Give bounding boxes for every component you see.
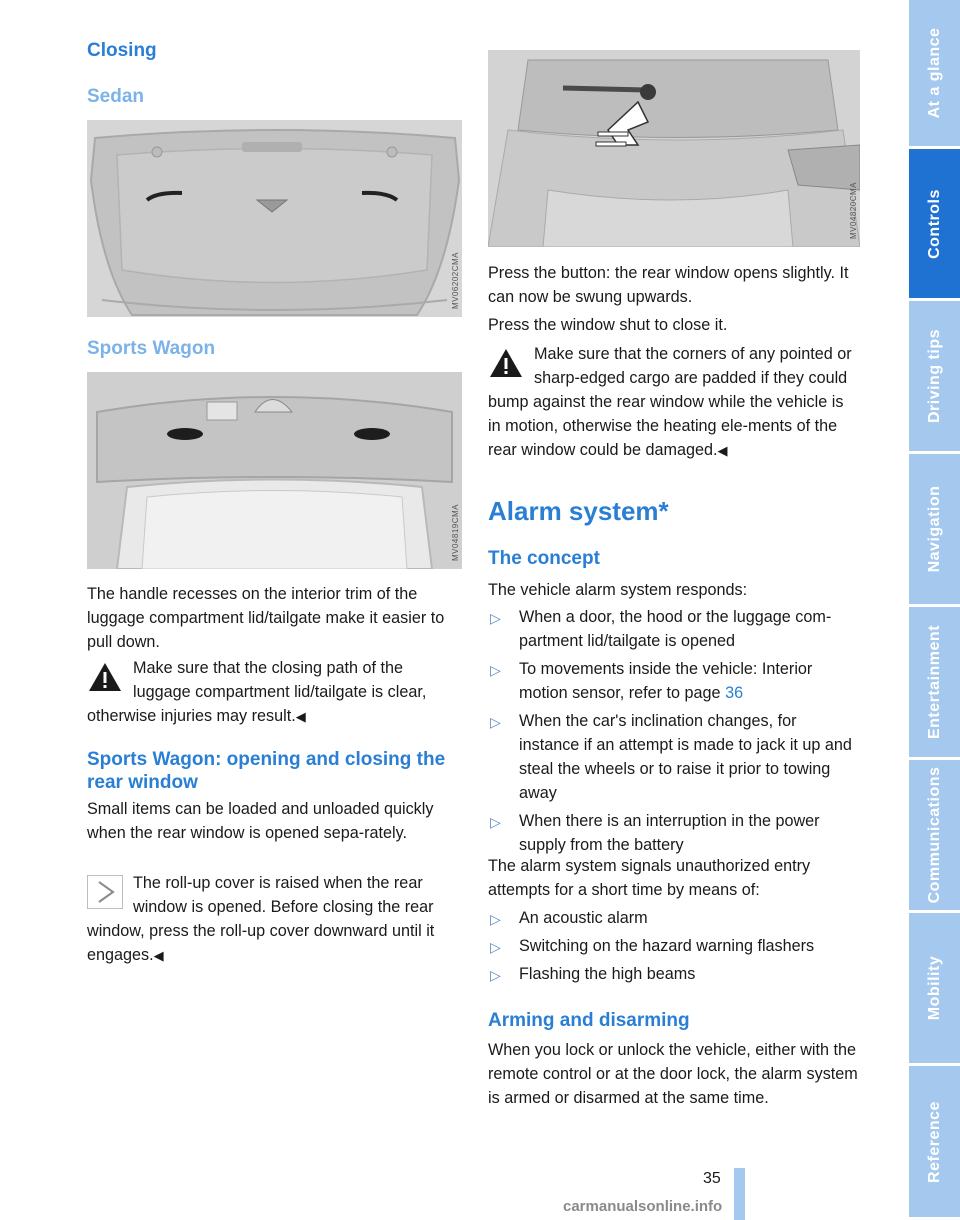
warning-cargo-padding-text: Make sure that the corners of any pointed or sharp-edged cargo are padded if they could bump against the rear window while the vehicle is in motion, otherwise the heating ele-ments of the rear window could be damaged.: [488, 345, 852, 459]
signals-text: The alarm system signals unauthorized entry attempts for a short time by means of:: [488, 857, 811, 899]
warning-triangle-icon: [488, 346, 524, 380]
page-number: 35: [703, 1170, 721, 1187]
arming-text: When you lock or unlock the vehicle, either with the remote control or at the door lock, the alarm system is armed or disarmed at the same time.: [488, 1041, 858, 1107]
tab-at-a-glance[interactable]: At a glance: [909, 0, 960, 149]
tab-reference[interactable]: Reference: [909, 1066, 960, 1220]
bullet-triangle-icon: ▷: [490, 662, 501, 678]
closing-heading: Closing: [87, 40, 157, 61]
sedan-image-code: MV06202CMA: [451, 251, 460, 309]
chapter-tabs: [909, 0, 960, 1220]
rear-window-button-illustration: [488, 50, 860, 247]
press-shut-text: Press the window shut to close it.: [488, 316, 728, 334]
tab-controls[interactable]: Controls: [909, 149, 960, 301]
list-item: ▷ Flashing the high beams: [488, 962, 860, 986]
bullet-triangle-icon: ▷: [490, 610, 501, 626]
handle-recesses-text: The handle recesses on the interior trim of the luggage compartment lid/tailgate make it easier to pull down.: [87, 585, 445, 651]
rear-window-button-image: [488, 50, 860, 247]
bullet-triangle-icon: ▷: [490, 814, 501, 830]
sedan-heading: Sedan: [87, 86, 145, 107]
sedan-trunk-image: [87, 120, 462, 317]
footer-watermark: carmanualsonline.info: [563, 1198, 723, 1215]
note-arrow-icon: [87, 875, 123, 909]
concept-heading: The concept: [488, 548, 600, 569]
bullet-triangle-icon: ▷: [490, 911, 501, 927]
list-item: ▷ When a door, the hood or the luggage com-partment lid/tailgate is opened: [490, 608, 832, 650]
concept-intro-text: The vehicle alarm system responds:: [488, 581, 748, 599]
tab-entertainment[interactable]: Entertainment: [909, 607, 960, 760]
warning-closing-path-text: Make sure that the closing path of the luggage compartment lid/tailgate is clear, otherwise injuries may result.: [87, 659, 427, 725]
press-button-text: Press the button: the rear window opens slightly. It can now be swung upwards.: [488, 264, 849, 306]
sports-wagon-heading: Sports Wagon: [87, 338, 216, 359]
tab-communications[interactable]: Communications: [909, 760, 960, 913]
tab-navigation[interactable]: Navigation: [909, 454, 960, 607]
responds-list: [488, 605, 860, 861]
tab-mobility[interactable]: Mobility: [909, 913, 960, 1066]
wagon-tailgate-image: [87, 372, 462, 569]
list-item: ▷ Switching on the hazard warning flashers: [488, 934, 860, 958]
page-number-bar: [734, 1168, 745, 1220]
bullet-triangle-icon: ▷: [490, 714, 501, 730]
end-mark-icon: ◀: [153, 948, 164, 963]
wagon-tailgate-illustration: [87, 372, 462, 569]
note-roll-up-cover-text: The roll-up cover is raised when the rear window is opened. Before closing the rear window, press the roll-up cover downward until it engages.: [87, 874, 435, 964]
list-item: ▷ When the car's inclination changes, for instance if an attempt is made to jack it up and steal the wheels or to raise it prior to towing away: [490, 712, 852, 802]
alarm-system-heading: Alarm system*: [488, 496, 669, 526]
end-mark-icon: ◀: [717, 443, 728, 458]
warning-triangle-icon: [87, 660, 123, 694]
warning-closing-path: [87, 656, 462, 729]
bullet-triangle-icon: ▷: [490, 939, 501, 955]
list-item: ▷ When there is an interruption in the power supply from the battery: [490, 812, 820, 854]
bullet-triangle-icon: ▷: [490, 967, 501, 983]
arming-heading: Arming and disarming: [488, 1010, 690, 1031]
signals-list: [488, 906, 860, 990]
sedan-trunk-illustration: [87, 120, 462, 317]
list-item: ▷ To movements inside the vehicle: Interior motion sensor, refer to page 36: [490, 660, 813, 702]
rear-window-heading: Sports Wagon: opening and closing the rear window: [87, 749, 446, 793]
note-roll-up-cover: [87, 871, 462, 968]
tab-driving-tips[interactable]: Driving tips: [909, 301, 960, 454]
rear-image-code: MV04820CMA: [849, 181, 858, 239]
end-mark-icon: ◀: [295, 709, 306, 724]
warning-cargo-padding: [488, 342, 860, 463]
rear-window-text: Small items can be loaded and unloaded quickly when the rear window is opened sepa-rately.: [87, 800, 434, 842]
page-link[interactable]: 36: [725, 684, 744, 702]
wagon-image-code: MV04819CMA: [451, 503, 460, 561]
list-item: ▷ An acoustic alarm: [488, 906, 860, 930]
